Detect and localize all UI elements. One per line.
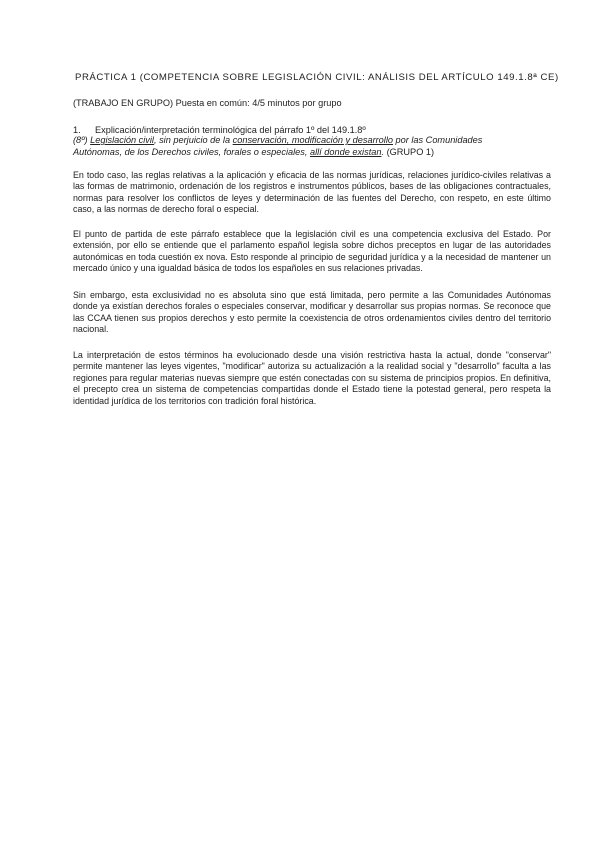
paragraph-4: La interpretación de estos términos ha evolucionado desde una visión restrictiva hasta la actual, donde "conservar" permite mantener las leyes vigentes, "modificar" autoriza su actualización a la realidad social y "desarrollo" faculta a las regiones para regular materias nuevas siempre que estén conectadas con su sistema de principios propios. En definitiva, el precepto crea un sistema de competencias compartidas donde el Estado tiene la potestad general, pero respeta la identidad jurídica de los territorios con tradición foral histórica. xyxy=(73,350,551,406)
section-number: 1. xyxy=(73,125,81,135)
quote-underline-alli: allí donde existan xyxy=(309,146,382,157)
document-title: PRÁCTICA 1 (COMPETENCIA SOBRE LEGISLACIÓN CIVIL: ANÁLISIS DEL ARTÍCULO 149.1.8ª CE) xyxy=(75,72,559,83)
quote-prefix: (8º) xyxy=(73,135,91,145)
paragraph-3: Sin embargo, esta exclusividad no es absoluta sino que está limitada, pero permite a las Comunidades Autónomas donde ya existían derechos forales o especiales conservar, modificar y desarrollar sus propias normas. Se reconoce que las CCAA tienen sus propios derechos y esto permite la coexistencia de otros ordenamientos civiles dentro del territorio nacional. xyxy=(73,290,551,335)
section-heading xyxy=(73,125,533,135)
quote-text-2: por las Comunidades Autónomas, de los Derechos civiles, forales o especiales, xyxy=(73,135,483,157)
quote-underline-legislacion: Legislación civil xyxy=(90,135,154,145)
quote-text-1: , sin perjuicio de la xyxy=(153,135,233,145)
article-quote xyxy=(73,135,533,158)
section-heading-text: Explicación/interpretación terminológica del párrafo 1º del 149.1.8º xyxy=(95,125,366,135)
paragraph-1: En todo caso, las reglas relativas a la aplicación y eficacia de las normas jurídicas, relaciones jurídico-civiles relativas a las formas de matrimonio, ordenación de los registros e instrumentos públicos, bases de las obligaciones contractuales, normas para resolver los conflictos de leyes y determinación de las fuentes del Derecho, con respeto, en este último caso, a las normas de derecho foral o especial. xyxy=(73,170,551,215)
paragraph-2: El punto de partida de este párrafo establece que la legislación civil es una competencia exclusiva del Estado. Por extensión, por ello se entiende que el parlamento español legisla sobre dichos preceptos en lugar de las autoridades autonómicas en toda cuestión ex nova. Esto responde al principio de seguridad jurídica y a la necesidad de mantener un mercado único y una igualdad básica de todos los españoles en sus relaciones privadas. xyxy=(73,229,551,274)
quote-underline-conservacion: conservación, modificación y desarrollo xyxy=(232,135,393,145)
document-subtitle: (TRABAJO EN GRUPO) Puesta en común: 4/5 minutos por grupo xyxy=(73,98,342,108)
quote-group-label: (GRUPO 1) xyxy=(384,146,435,157)
quote-text-3: . xyxy=(381,146,385,157)
